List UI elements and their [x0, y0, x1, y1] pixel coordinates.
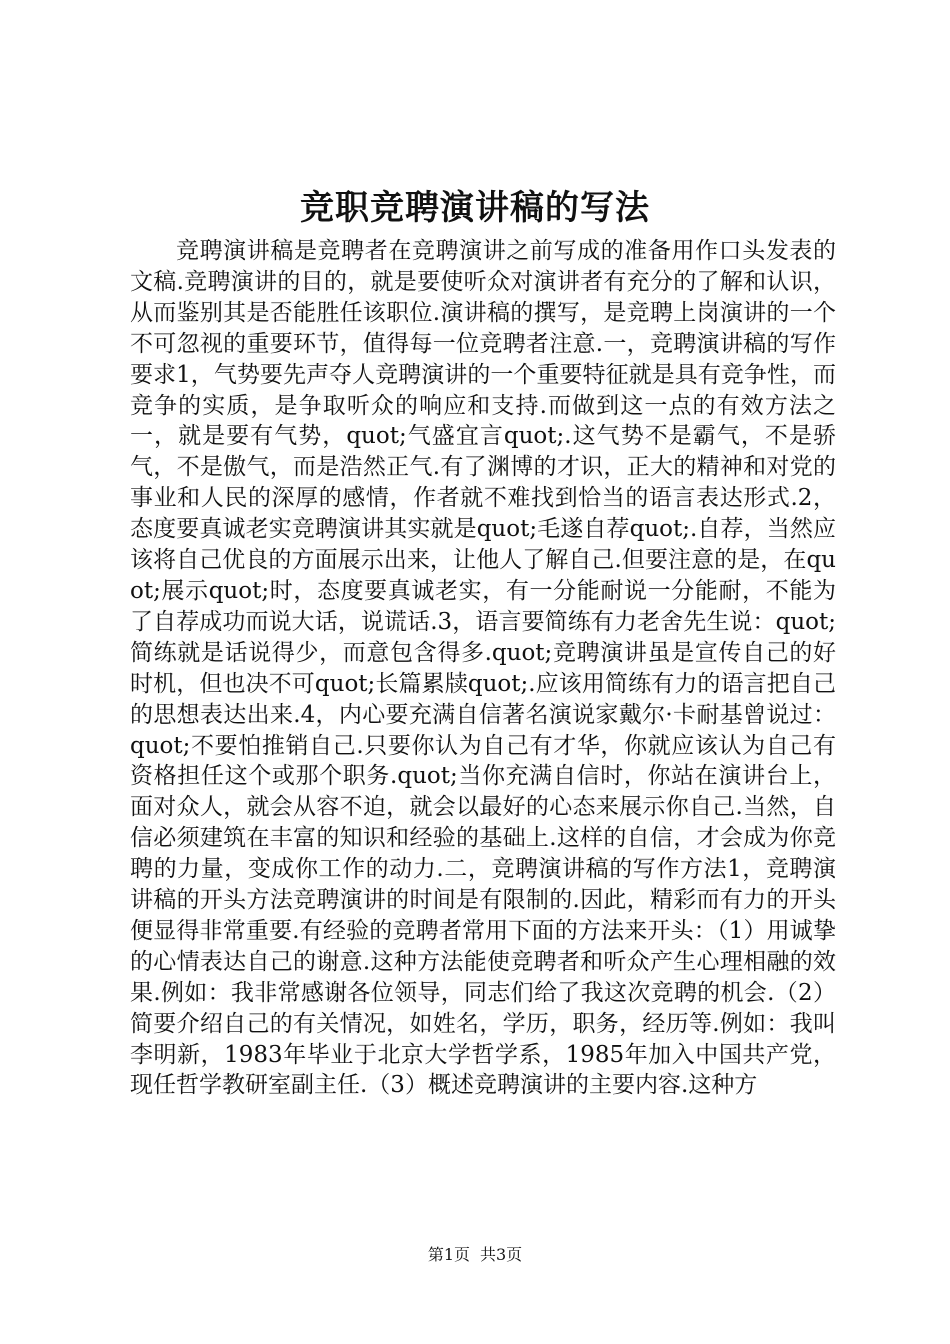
- page-total: 共3页: [480, 1245, 523, 1264]
- page-number: 第1页: [427, 1245, 470, 1264]
- body-paragraph: 竞聘演讲稿是竞聘者在竞聘演讲之前写成的准备用作口头发表的文稿.竞聘演讲的目的，就是要使听众对演讲者有充分的了解和认识，从而鉴别其是否能胜任该职位.演讲稿的撰写，是竞聘上岗演讲的一个不可忽视的重要环节，值得每一位竞聘者注意.一，竞聘演讲稿的写作要求1，气势要先声夺人竞聘演讲的一个重要特征就是具有竞争性，而竞争的实质，是争取听众的响应和支持.而做到这一点的有效方法之一，就是要有气势，quot;气盛宜言quot;.这气势不是霸气，不是骄气，不是傲气，而是浩然正气.有了渊博的才识，正大的精神和对党的事业和人民的深厚的感情，作者就不难找到恰当的语言表达形式.2，态度要真诚老实竞聘演讲其实就是quot;毛遂自荐quot;.自荐，当然应该将自己优良的方面展示出来，让他人了解自己.但要注意的是，在quot;展示quot;时，态度要真诚老实，有一分能耐说一分能耐，不能为了自荐成功而说大话，说谎话.3，语言要简练有力老舍先生说：quot;简练就是话说得少，而意包含得多.quot;竞聘演讲虽是宣传自己的好时机，但也决不可quot;长篇累牍quot;.应该用简练有力的语言把自己的思想表达出来.4，内心要充满自信著名演说家戴尔·卡耐基曾说过：quot;不要怕推销自己.只要你认为自己有才华，你就应该认为自己有资格担任这个或那个职务.quot;当你充满自信时，你站在演讲台上，面对众人，就会从容不迫，就会以最好的心态来展示你自己.当然，自信必须建筑在丰富的知识和经验的基础上.这样的自信，才会成为你竞聘的力量，变成你工作的动力.二，竞聘演讲稿的写作方法1，竞聘演讲稿的开头方法竞聘演讲的时间是有限制的.因此，精彩而有力的开头便显得非常重要.有经验的竞聘者常用下面的方法来开头：（1）用诚挚的心情表达自己的谢意.这种方法能使竞聘者和听众产生心理相融的效果.例如：我非常感谢各位领导，同志们给了我这次竞聘的机会.（2）简要介绍自己的有关情况，如姓名，学历，职务，经历等.例如：我叫李明新，1983年毕业于北京大学哲学系，1985年加入中国共产党，现任哲学教研室副主任.（3）概述竞聘演讲的主要内容.这种方: [130, 238, 836, 1099]
- document-title: 竞职竞聘演讲稿的写法: [300, 188, 650, 228]
- page-footer: [0, 1243, 950, 1267]
